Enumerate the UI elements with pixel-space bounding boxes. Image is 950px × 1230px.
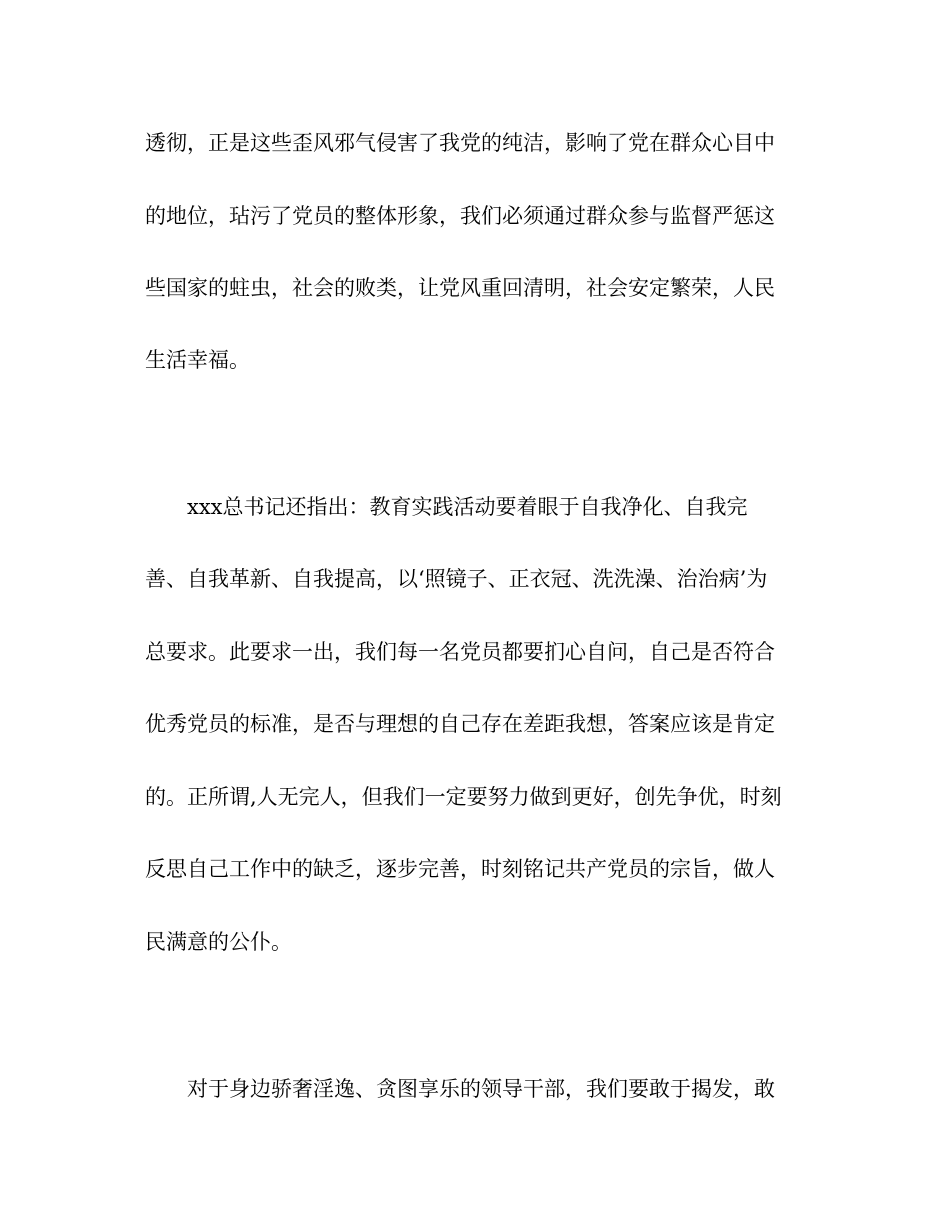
paragraph-3-line-1: 对于身边骄奢淫逸、贪图享乐的领导干部，我们要敢于揭发，敢 [187,1077,775,1101]
paragraph-2-line-2: 善、自我革新、自我提高，以‘照镜子、正衣冠、洗洗澡、治治病’为 [145,567,768,591]
paragraph-1-line-1: 透彻，正是这些歪风邪气侵害了我党的纯洁，影响了党在群众心目中 [145,131,775,155]
paragraph-1-line-4: 生活幸福。 [145,348,250,372]
paragraph-2-line-5: 的。正所谓,人无完人，但我们一定要努力做到更好，创先争优，时刻 [145,785,782,809]
paragraph-1-line-3: 些国家的蛀虫，社会的败类，让党风重回清明，社会安定繁荣，人民 [145,276,775,300]
paragraph-2-line-4: 优秀党员的标准，是否与理想的自己存在差距我想，答案应该是肯定 [145,712,775,736]
paragraph-2-line-1: xxx总书记还指出：教育实践活动要着眼于自我净化、自我完 [187,495,748,519]
paragraph-2-line-3: 总要求。此要求一出，我们每一名党员都要扪心自问，自己是否符合 [145,640,775,664]
paragraph-2-line-6: 反思自己工作中的缺乏，逐步完善，时刻铭记共产党员的宗旨，做人 [145,857,775,881]
paragraph-2-line-7: 民满意的公仆。 [145,930,292,954]
paragraph-1-line-2: 的地位，玷污了党员的整体形象，我们必须通过群众参与监督严惩这 [145,204,775,228]
